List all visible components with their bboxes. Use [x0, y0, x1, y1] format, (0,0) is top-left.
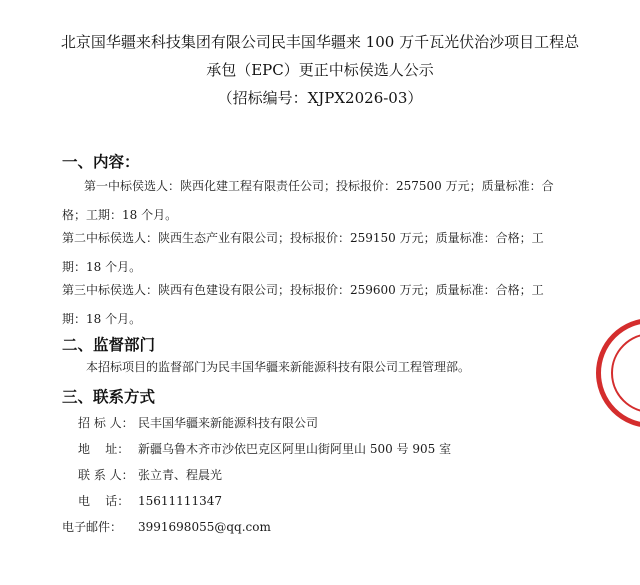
contact-person: [78, 466, 222, 483]
candidate-1-line2: 格；工期：18 个月。: [62, 208, 178, 222]
contact-label: 地 址：: [78, 442, 130, 456]
contact-label: 电 话：: [78, 494, 130, 508]
candidate-2: [62, 228, 607, 286]
seal-inner-ring: [611, 333, 640, 413]
contact-value: 15611111347: [138, 494, 222, 508]
candidate-1: [62, 176, 607, 234]
contact-address: [78, 440, 451, 457]
document-tender-number: （招标编号：XJPX2026-03）: [217, 89, 423, 107]
candidate-1-line1: 第一中标侯选人：陕西化建工程有限责任公司；投标报价：257500 万元；质量标准：合: [84, 179, 554, 193]
contact-label: 招 标 人：: [78, 416, 134, 430]
contact-phone: [78, 492, 222, 509]
supervision-text: 本招标项目的监督部门为民丰国华疆来新能源科技有限公司工程管理部。: [86, 360, 471, 374]
candidate-2-line1: 第二中标侯选人：陕西生态产业有限公司；投标报价：259150 万元；质量标准：合格；工: [62, 231, 544, 245]
section-contact-heading: 三、联系方式: [62, 387, 156, 406]
contact-value: 3991698055@qq.com: [138, 520, 271, 534]
contact-value: 新疆乌鲁木齐市沙依巴克区阿里山街阿里山 500 号 905 室: [138, 442, 452, 456]
contact-label: 联 系 人：: [78, 468, 134, 482]
document-title-line2: 承包（EPC）更正中标侯选人公示: [206, 61, 434, 79]
candidate-2-line2: 期：18 个月。: [62, 260, 142, 274]
section-supervision-heading: 二、监督部门: [62, 335, 156, 354]
contact-value: 张立青、程晨光: [138, 468, 223, 482]
contact-tenderer: [78, 414, 318, 431]
contact-label: 电子邮件：: [62, 520, 123, 534]
contact-value: 民丰国华疆来新能源科技有限公司: [138, 416, 319, 430]
document-title-line1: 北京国华疆来科技集团有限公司民丰国华疆来 100 万千瓦光伏治沙项目工程总: [60, 33, 580, 51]
candidate-3-line1: 第三中标侯选人：陕西有色建设有限公司；投标报价：259600 万元；质量标准：合格；工: [62, 283, 544, 297]
contact-email: [62, 518, 271, 535]
section-content-heading: 一、内容：: [62, 152, 140, 171]
candidate-3-line2: 期：18 个月。: [62, 312, 142, 326]
candidate-3: [62, 280, 607, 338]
